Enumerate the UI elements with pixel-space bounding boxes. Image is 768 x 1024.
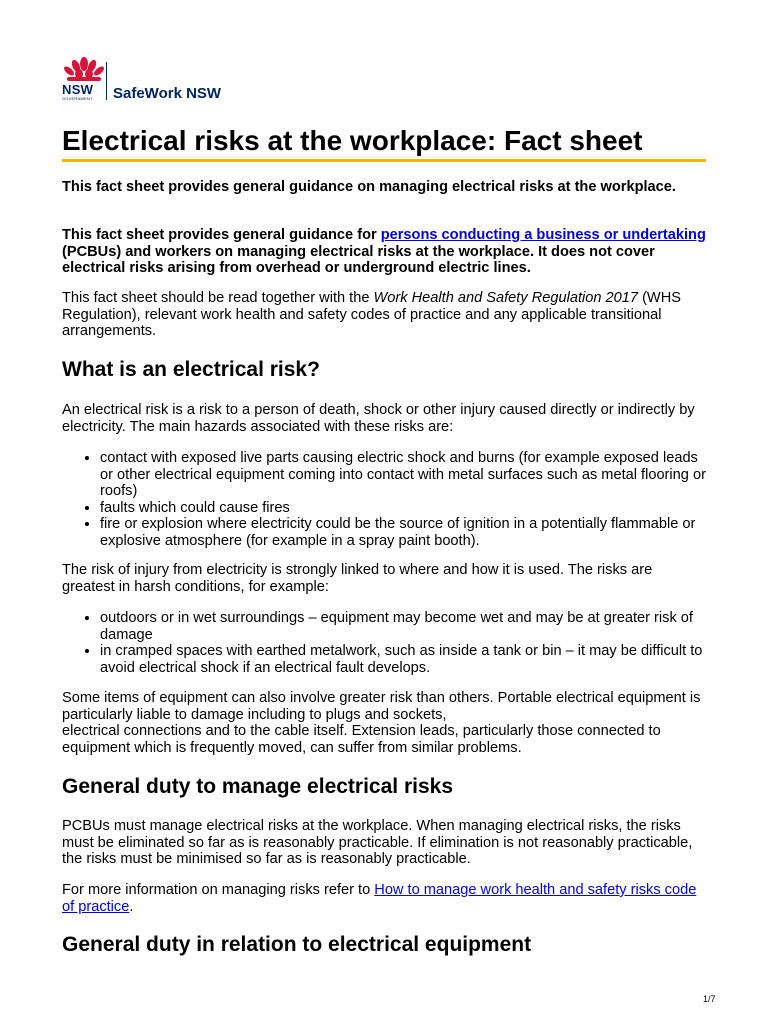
section-heading-general-duty: General duty to manage electrical risks <box>62 775 454 798</box>
intro-summary: This fact sheet provides general guidance on managing electrical risks at the workplace. <box>62 179 676 195</box>
list-item: • in cramped spaces with earthed metalwork, such as inside a tank or bin – it may be difficult to avoid electrical shock if an electrical fault develops. <box>100 643 706 676</box>
conditions-list <box>62 610 706 676</box>
logo-safework-text: SafeWork NSW <box>113 85 222 102</box>
whs-regulation-title: Work Health and Safety Regulation 2017 <box>373 290 639 306</box>
section1-paragraph-3 <box>62 690 706 756</box>
logo-divider <box>106 62 107 100</box>
intro-p3-after: (WHS Regulation), relevant work health and safety codes of practice and any applicable transitional arrangements. <box>62 290 681 339</box>
intro-p2-after: (PCBUs) and workers on managing electrical risks at the workplace. It does not cover electrical risks arising from overhead or underground electric lines. <box>62 243 655 276</box>
logo-government-text: GOVERNMENT <box>62 96 93 101</box>
section2-p2-after: . <box>129 898 134 915</box>
intro-p2-before: This fact sheet provides general guidance for <box>62 227 381 243</box>
hazards-list <box>62 450 706 549</box>
section1-paragraph-1: An electrical risk is a risk to a person of death, shock or other injury caused directly or indirectly by electricity. The main hazards associated with these risks are: <box>62 402 695 435</box>
section2-paragraph-2 <box>62 882 706 915</box>
section2-p2-before: For more information on managing risks refer to <box>62 882 375 898</box>
intro-paragraph-2 <box>62 227 706 277</box>
logo-nsw-text: NSW <box>62 82 94 97</box>
safework-nsw-logo <box>62 56 222 104</box>
intro-paragraph-3 <box>62 290 706 340</box>
list-item: • outdoors or in wet surroundings – equipment may become wet and may be at greater risk of damage <box>100 610 706 643</box>
section-heading-electrical-risk: What is an electrical risk? <box>62 358 320 381</box>
section1-paragraph-2: The risk of injury from electricity is strongly linked to where and how it is used. The risks are greatest in harsh conditions, for example: <box>62 562 653 595</box>
intro-p3-before: This fact sheet should be read together with the <box>62 290 374 306</box>
section2-paragraph-1: PCBUs must manage electrical risks at the workplace. When managing electrical risks, the risks must be eliminated so far as is reasonably practicable. If elimination is not reasonably practicable, the risks must be minimised so far as is reasonably practicable. <box>62 818 693 867</box>
page-title: Electrical risks at the workplace: Fact sheet <box>62 124 706 162</box>
page-number: 1/7 <box>703 994 716 1004</box>
section1-p3-line-b: electrical connections and to the cable itself. Extension leads, particularly those connected to equipment which is frequently moved, can suffer from similar problems. <box>62 723 661 756</box>
section1-p3-line-a: Some items of equipment can also involve greater risk than others. Portable electrical equipment is particularly liable to damage including to plugs and sockets, <box>62 690 701 723</box>
list-item: • fire or explosion where electricity could be the source of ignition in a potentially flammable or explosive atmosphere (for example in a spray paint booth). <box>100 516 706 549</box>
list-item: • contact with exposed live parts causing electric shock and burns (for example exposed leads or other electrical equipment coming into contact with metal surfaces such as metal flooring or roofs) <box>100 450 706 500</box>
list-item: • faults which could cause fires <box>100 500 706 517</box>
section-heading-electrical-equipment: General duty in relation to electrical equipment <box>62 933 532 956</box>
pcbu-link[interactable]: persons conducting a business or undertaking <box>380 227 706 243</box>
risk-code-link[interactable]: How to manage work health and safety risks code of practice <box>62 882 697 915</box>
